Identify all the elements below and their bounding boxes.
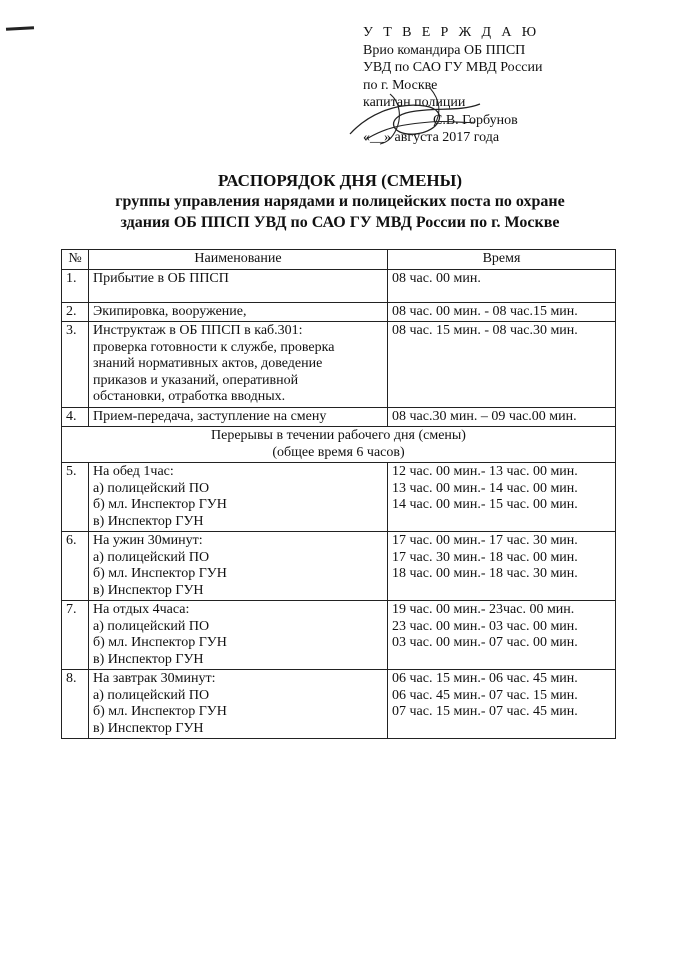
row-num: 3. [62, 322, 89, 408]
row-name [89, 463, 388, 532]
row-time: 08 час.30 мин. – 09 час.00 мин. [388, 407, 616, 427]
row-name [89, 670, 388, 739]
break-time: 06 час. 15 мин.- 06 час. 45 мин. [392, 671, 578, 686]
breaks-header-line1: Перерывы в течении рабочего дня (смены) [211, 428, 466, 443]
break-title: На отдых 4часа: [93, 602, 190, 617]
header-time: Время [388, 250, 616, 270]
break-title: На ужин 30минут: [93, 533, 203, 548]
header-name: Наименование [89, 250, 388, 270]
break-item: а) полицейский ПО [93, 480, 210, 496]
document-title-block [60, 171, 620, 233]
approval-heading: У Т В Е Р Ж Д А Ю [363, 25, 540, 40]
schedule-table [61, 249, 616, 739]
approval-signer: С.В. Горбунов [433, 112, 518, 128]
row-name-line: знаний нормативных актов, доведение [93, 356, 323, 371]
row-name-line: приказов и указаний, оперативной [93, 372, 299, 388]
row-num: 5. [62, 463, 89, 532]
table-row [62, 407, 616, 427]
break-time: 03 час. 00 мин.- 07 час. 00 мин. [392, 635, 578, 650]
row-num: 8. [62, 670, 89, 739]
break-item: б) мл. Инспектор ГУН [93, 635, 227, 650]
row-name [89, 322, 388, 408]
row-name: Прием-передача, заступление на смену [89, 407, 388, 427]
handwritten-signature [330, 82, 490, 152]
row-time: 08 час. 00 мин. [388, 269, 616, 302]
document-subtitle-line2: здания ОБ ППСП УВД по САО ГУ МВД России по г. Москве [120, 214, 560, 231]
row-time: 08 час. 15 мин. - 08 час.30 мин. [388, 322, 616, 408]
break-title: На завтрак 30минут: [93, 671, 216, 686]
row-time [388, 601, 616, 670]
break-time: 23 час. 00 мин.- 03 час. 00 мин. [392, 618, 578, 634]
row-num: 7. [62, 601, 89, 670]
approval-city: по г. Москве [363, 77, 438, 93]
row-name-line: обстановки, отработка вводных. [93, 389, 286, 404]
row-time [388, 532, 616, 601]
breaks-header-line2: (общее время 6 часов) [272, 444, 405, 460]
break-time: 18 час. 00 мин.- 18 час. 30 мин. [392, 566, 578, 581]
break-time: 12 час. 00 мин.- 13 час. 00 мин. [392, 464, 578, 479]
row-name-line: проверка готовности к службе, проверка [93, 339, 335, 355]
break-item: в) Инспектор ГУН [93, 651, 204, 667]
row-num: 2. [62, 302, 89, 322]
table-row [62, 463, 616, 532]
break-time: 14 час. 00 мин.- 15 час. 00 мин. [392, 497, 578, 512]
row-num: 4. [62, 407, 89, 427]
approval-rank: капитан полиции [363, 95, 466, 110]
approval-department: УВД по САО ГУ МВД России [363, 60, 543, 75]
document-title: РАСПОРЯДОК ДНЯ (СМЕНЫ) [217, 171, 463, 190]
break-item: а) полицейский ПО [93, 618, 210, 634]
row-name: Экипировка, вооружение, [89, 302, 388, 322]
row-name [89, 532, 388, 601]
break-item: в) Инспектор ГУН [93, 582, 204, 598]
row-name [89, 601, 388, 670]
approval-date: «__» августа 2017 года [363, 130, 500, 145]
breaks-header [62, 427, 616, 463]
table-row [62, 302, 616, 322]
break-time: 13 час. 00 мин.- 14 час. 00 мин. [392, 480, 578, 496]
row-time: 08 час. 00 мин. - 08 час.15 мин. [388, 302, 616, 322]
break-title: На обед 1час: [93, 464, 174, 479]
breaks-header-row [62, 427, 616, 463]
break-item: б) мл. Инспектор ГУН [93, 704, 227, 719]
header-num: № [62, 250, 89, 270]
approval-position: Врио командира ОБ ППСП [363, 42, 526, 58]
break-item: в) Инспектор ГУН [93, 720, 204, 736]
break-time: 17 час. 30 мин.- 18 час. 00 мин. [392, 549, 578, 565]
table-row [62, 269, 616, 302]
break-time: 06 час. 45 мин.- 07 час. 15 мин. [392, 687, 578, 703]
table-row [62, 532, 616, 601]
table-header-row [62, 250, 616, 270]
table-row [62, 670, 616, 739]
row-time [388, 463, 616, 532]
break-time: 17 час. 00 мин.- 17 час. 30 мин. [392, 533, 578, 548]
table-row [62, 601, 616, 670]
break-time: 07 час. 15 мин.- 07 час. 45 мин. [392, 704, 578, 719]
break-item: б) мл. Инспектор ГУН [93, 497, 227, 512]
row-time [388, 670, 616, 739]
row-num: 1. [62, 269, 89, 302]
document-subtitle-line1: группы управления нарядами и полицейских поста по охране [115, 193, 565, 210]
row-name-line: Инструктаж в ОБ ППСП в каб.301: [93, 323, 303, 338]
break-item: б) мл. Инспектор ГУН [93, 566, 227, 581]
break-item: а) полицейский ПО [93, 687, 210, 703]
row-name: Прибытие в ОБ ППСП [89, 269, 388, 302]
break-time: 19 час. 00 мин.- 23час. 00 мин. [392, 602, 575, 617]
table-row [62, 322, 616, 408]
break-item: а) полицейский ПО [93, 549, 210, 565]
row-num: 6. [62, 532, 89, 601]
scan-mark [6, 26, 34, 30]
break-item: в) Инспектор ГУН [93, 513, 204, 529]
